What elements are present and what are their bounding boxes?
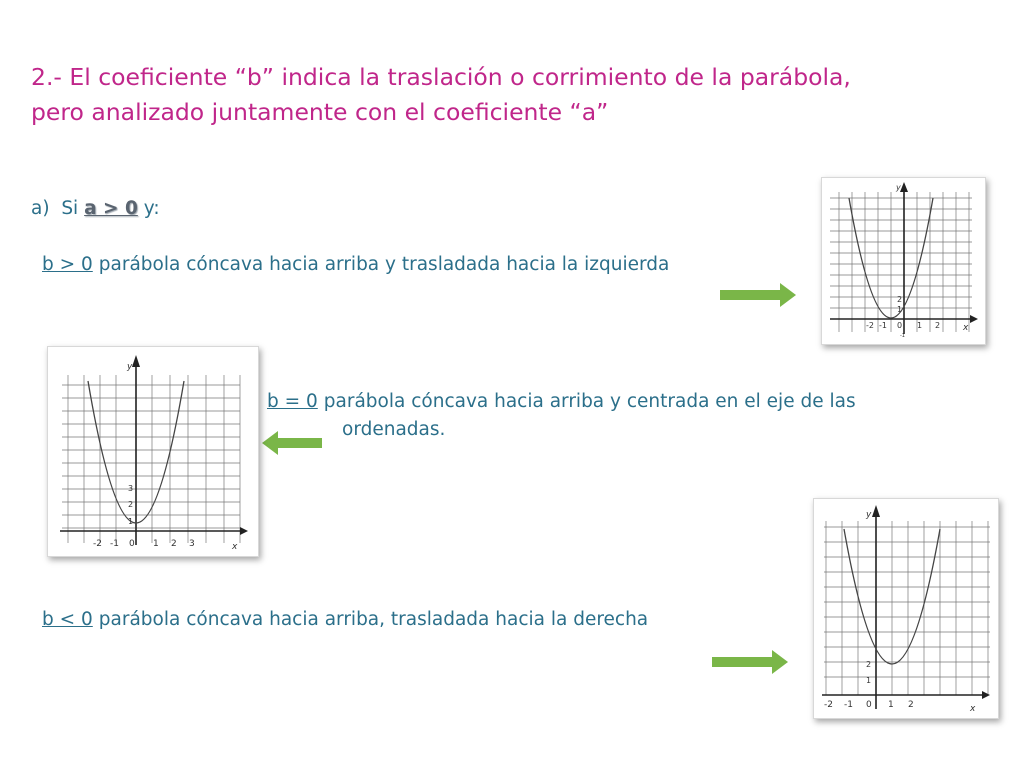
case-a-heading xyxy=(31,198,160,219)
graph-b-zero xyxy=(47,346,259,557)
graph3-tick: 2 xyxy=(908,700,914,710)
graph2-tick: -1 xyxy=(110,539,119,549)
graph2-tick: 3 xyxy=(189,539,195,549)
graph2-tick: 0 xyxy=(129,539,135,549)
arrow-left-icon xyxy=(262,431,322,455)
graph3-tick: 1 xyxy=(888,700,894,710)
graph3-tick: -2 xyxy=(824,700,833,710)
graph2-tick: -2 xyxy=(93,539,102,549)
title-line-2: pero analizado juntamente con el coeficiente “a” xyxy=(31,98,609,126)
arrow-right-icon-1 xyxy=(720,283,796,307)
case-b-zero xyxy=(267,391,856,412)
graph-b-negative xyxy=(813,498,999,719)
case-b-zero-condition: b = 0 xyxy=(267,391,318,412)
case-b-positive-condition: b > 0 xyxy=(42,254,93,275)
case-b-positive-text: parábola cóncava hacia arriba y trasladada hacia la izquierda xyxy=(98,254,670,275)
case-a-condition: a > 0 xyxy=(84,198,138,219)
graph2-tick: 1 xyxy=(128,517,134,526)
graph3-tick: 2 xyxy=(866,660,872,669)
arrow-right-icon-2 xyxy=(712,650,788,674)
graph1-tick: 1 xyxy=(917,321,923,330)
graph2-tick: 2 xyxy=(171,539,177,549)
graph1-x-label: x xyxy=(963,323,969,333)
case-b-negative xyxy=(42,609,648,630)
graph2-x-label: x xyxy=(232,542,238,552)
graph2-tick: 2 xyxy=(128,500,134,509)
graph1-tick: 0 xyxy=(897,321,903,330)
case-a-suffix: y: xyxy=(137,198,160,219)
case-b-zero-text-2: ordenadas. xyxy=(342,419,446,440)
case-b-negative-condition: b < 0 xyxy=(42,609,93,630)
case-b-zero-text-1: parábola cóncava hacia arriba y centrada en el eje de las xyxy=(323,391,856,412)
graph3-x-label: x xyxy=(970,704,976,714)
graph1-tick: -1 xyxy=(879,321,887,330)
graph1-y-label: y xyxy=(896,183,901,192)
graph-b-positive xyxy=(821,177,986,345)
graph1-tick: 2 xyxy=(897,295,903,304)
graph3-y-label: y xyxy=(866,510,872,520)
graph2-tick: 3 xyxy=(128,484,134,493)
case-b-zero-line2 xyxy=(342,419,445,440)
graph1-tick: 1 xyxy=(897,305,903,314)
case-b-positive xyxy=(42,254,669,275)
graph3-tick: -1 xyxy=(844,700,853,710)
graph3-tick: 1 xyxy=(866,676,872,685)
graph1-tick: -2 xyxy=(866,321,874,330)
slide-title xyxy=(31,60,1011,130)
graph1-tick: 2 xyxy=(935,321,941,330)
graph2-tick: 1 xyxy=(153,539,159,549)
graph3-tick: 0 xyxy=(866,700,872,710)
case-a-prefix: a) Si xyxy=(31,198,85,219)
title-line-1: 2.- El coeficiente “b” indica la traslación o corrimiento de la parábola, xyxy=(31,63,851,91)
graph1-vertex-label: -1 xyxy=(900,333,905,339)
case-b-negative-text: parábola cóncava hacia arriba, trasladada hacia la derecha xyxy=(98,609,649,630)
graph2-y-label: y xyxy=(127,362,133,372)
